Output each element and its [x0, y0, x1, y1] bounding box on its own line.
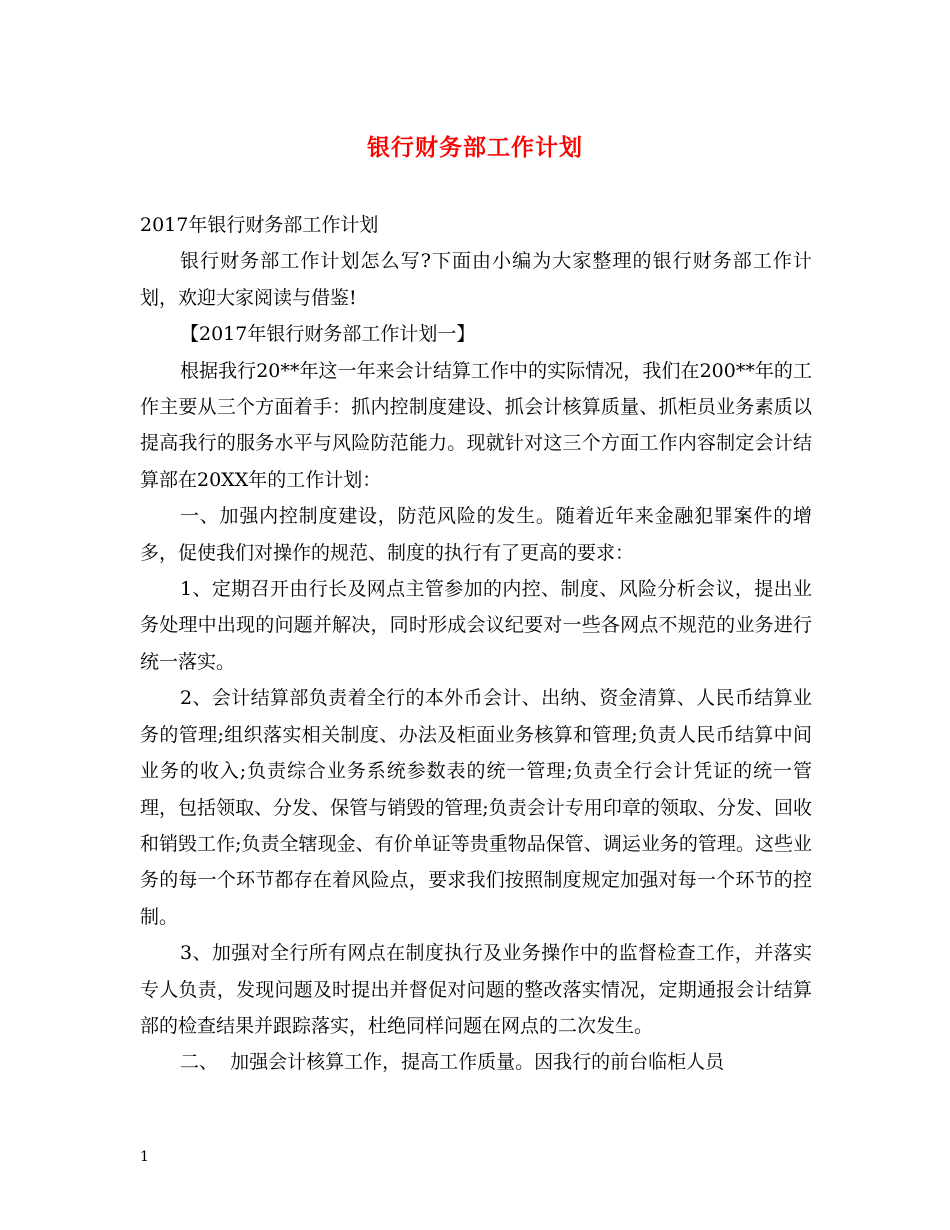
body-paragraph: 一、加强内控制度建设，防范风险的发生。随着近年来金融犯罪案件的增多，促使我们对操作的规范、制度的执行有了更高的要求： — [140, 505, 812, 564]
body-paragraph: 根据我行20**年这一年来会计结算工作中的实际情况，我们在200**年的工作主要从三个方面着手：抓内控制度建设、抓会计核算质量、抓柜员业务素质以提高我行的服务水平与风险防范能力。现就针对这三个方面工作内容制定会计结算部在20XX年的工作计划： — [140, 359, 812, 491]
section-heading: 【2017年银行财务部工作计划一】 — [180, 323, 476, 346]
body-paragraph: 1、定期召开由行长及网点主管参加的内控、制度、风险分析会议，提出业务处理中出现的问题并解决，同时形成会议纪要对一些各网点不规范的业务进行统一落实。 — [140, 578, 812, 673]
document-title: 银行财务部工作计划 — [367, 134, 583, 161]
intro-paragraph: 银行财务部工作计划怎么写?下面由小编为大家整理的银行财务部工作计划，欢迎大家阅读与借鉴! — [140, 250, 812, 309]
page-number: 1 — [140, 1149, 149, 1165]
document-body — [140, 207, 812, 1081]
body-paragraph: 3、加强对全行所有网点在制度执行及业务操作中的监督检查工作，并落实专人负责，发现问题及时提出并督促对问题的整改落实情况，定期通报会计结算部的检查结果并跟踪落实，杜绝同样问题在网点的二次发生。 — [140, 942, 812, 1037]
body-paragraph: 二、 加强会计核算工作，提高工作质量。因我行的前台临柜人员 — [180, 1051, 725, 1074]
body-paragraph: 2、会计结算部负责着全行的本外币会计、出纳、资金清算、人民币结算业务的管理;组织落实相关制度、办法及柜面业务核算和管理;负责人民币结算中间业务的收入;负责综合业务系统参数表的统一管理;负责全行会计凭证的统一管理，包括领取、分发、保管与销毁的管理;负责会计专用印章的领取、分发、回收和销毁工作;负责全辖现金、有价单证等贵重物品保管、调运业务的管理。这些业务的每一个环节都存在着风险点，要求我们按照制度规定加强对每一个环节的控制。 — [140, 687, 812, 928]
subtitle-paragraph: 2017年银行财务部工作计划 — [140, 214, 379, 236]
